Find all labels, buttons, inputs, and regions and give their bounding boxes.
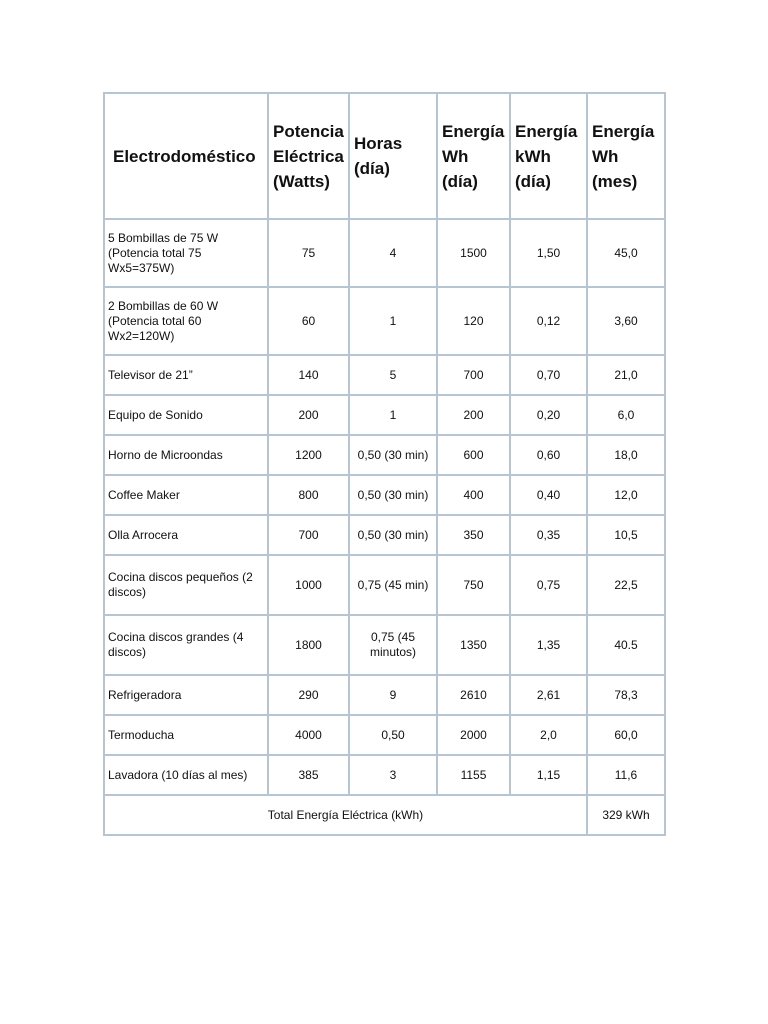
energy-kwh-day-cell: 0,75 <box>510 555 587 615</box>
table-row <box>104 287 665 355</box>
total-label: Total Energía Eléctrica (kWh) <box>104 795 587 835</box>
header-power: Potencia Eléctrica (Watts) <box>268 93 349 219</box>
total-row <box>104 795 665 835</box>
power-cell: 290 <box>268 675 349 715</box>
appliance-cell: Lavadora (10 días al mes) <box>104 755 268 795</box>
energy-wh-month-cell: 3,60 <box>587 287 665 355</box>
hours-cell: 0,50 (30 min) <box>349 435 437 475</box>
energy-wh-month-cell: 45,0 <box>587 219 665 287</box>
energy-wh-day-cell: 200 <box>437 395 510 435</box>
hours-cell: 0,50 (30 min) <box>349 475 437 515</box>
energy-wh-month-cell: 21,0 <box>587 355 665 395</box>
energy-wh-day-cell: 400 <box>437 475 510 515</box>
table-row <box>104 755 665 795</box>
energy-wh-month-cell: 60,0 <box>587 715 665 755</box>
energy-kwh-day-cell: 0,60 <box>510 435 587 475</box>
header-hours: Horas (día) <box>349 93 437 219</box>
power-cell: 700 <box>268 515 349 555</box>
table-row <box>104 555 665 615</box>
table-row <box>104 395 665 435</box>
hours-cell: 3 <box>349 755 437 795</box>
header-energy-wh-month: Energía Wh (mes) <box>587 93 665 219</box>
energy-kwh-day-cell: 1,15 <box>510 755 587 795</box>
appliance-cell: Termoducha <box>104 715 268 755</box>
hours-cell: 0,50 (30 min) <box>349 515 437 555</box>
energy-wh-month-cell: 11,6 <box>587 755 665 795</box>
appliance-cell: Olla Arrocera <box>104 515 268 555</box>
appliance-cell: Coffee Maker <box>104 475 268 515</box>
energy-kwh-day-cell: 1,50 <box>510 219 587 287</box>
energy-wh-day-cell: 1500 <box>437 219 510 287</box>
power-cell: 1000 <box>268 555 349 615</box>
hours-cell: 0,75 (45 min) <box>349 555 437 615</box>
appliance-cell: Equipo de Sonido <box>104 395 268 435</box>
energy-kwh-day-cell: 1,35 <box>510 615 587 675</box>
energy-wh-month-cell: 10,5 <box>587 515 665 555</box>
hours-cell: 1 <box>349 287 437 355</box>
header-energy-kwh-day: Energía kWh (día) <box>510 93 587 219</box>
power-cell: 4000 <box>268 715 349 755</box>
energy-wh-day-cell: 1350 <box>437 615 510 675</box>
power-cell: 800 <box>268 475 349 515</box>
power-cell: 1800 <box>268 615 349 675</box>
appliance-cell: Cocina discos grandes (4 discos) <box>104 615 268 675</box>
energy-wh-month-cell: 78,3 <box>587 675 665 715</box>
energy-kwh-day-cell: 2,0 <box>510 715 587 755</box>
appliance-cell: 2 Bombillas de 60 W (Potencia total 60 Wx2=120W) <box>104 287 268 355</box>
appliance-cell: Horno de Microondas <box>104 435 268 475</box>
appliance-cell: Refrigeradora <box>104 675 268 715</box>
hours-cell: 9 <box>349 675 437 715</box>
header-appliance: Electrodoméstico <box>104 93 268 219</box>
hours-cell: 0,75 (45 minutos) <box>349 615 437 675</box>
table-row <box>104 615 665 675</box>
table-row <box>104 515 665 555</box>
appliance-cell: Televisor de 21” <box>104 355 268 395</box>
energy-wh-month-cell: 18,0 <box>587 435 665 475</box>
energy-wh-day-cell: 120 <box>437 287 510 355</box>
hours-cell: 4 <box>349 219 437 287</box>
energy-wh-day-cell: 2610 <box>437 675 510 715</box>
appliance-cell: 5 Bombillas de 75 W (Potencia total 75 Wx5=375W) <box>104 219 268 287</box>
energy-wh-day-cell: 600 <box>437 435 510 475</box>
energy-kwh-day-cell: 0,70 <box>510 355 587 395</box>
energy-wh-day-cell: 700 <box>437 355 510 395</box>
power-cell: 385 <box>268 755 349 795</box>
energy-wh-month-cell: 40.5 <box>587 615 665 675</box>
energy-wh-day-cell: 2000 <box>437 715 510 755</box>
energy-wh-month-cell: 12,0 <box>587 475 665 515</box>
hours-cell: 0,50 <box>349 715 437 755</box>
energy-kwh-day-cell: 0,20 <box>510 395 587 435</box>
energy-wh-day-cell: 750 <box>437 555 510 615</box>
energy-kwh-day-cell: 0,35 <box>510 515 587 555</box>
power-cell: 60 <box>268 287 349 355</box>
power-cell: 75 <box>268 219 349 287</box>
power-cell: 140 <box>268 355 349 395</box>
energy-wh-day-cell: 350 <box>437 515 510 555</box>
table-row <box>104 475 665 515</box>
energy-consumption-table <box>103 92 666 836</box>
header-row <box>104 93 665 219</box>
energy-kwh-day-cell: 0,12 <box>510 287 587 355</box>
header-energy-wh-day: Energía Wh (día) <box>437 93 510 219</box>
power-cell: 1200 <box>268 435 349 475</box>
hours-cell: 1 <box>349 395 437 435</box>
appliance-cell: Cocina discos pequeños (2 discos) <box>104 555 268 615</box>
energy-wh-month-cell: 6,0 <box>587 395 665 435</box>
power-cell: 200 <box>268 395 349 435</box>
energy-wh-day-cell: 1155 <box>437 755 510 795</box>
table-row <box>104 435 665 475</box>
energy-kwh-day-cell: 0,40 <box>510 475 587 515</box>
table-row <box>104 219 665 287</box>
hours-cell: 5 <box>349 355 437 395</box>
energy-wh-month-cell: 22,5 <box>587 555 665 615</box>
table-row <box>104 355 665 395</box>
table-row <box>104 675 665 715</box>
energy-kwh-day-cell: 2,61 <box>510 675 587 715</box>
table-row <box>104 715 665 755</box>
total-value: 329 kWh <box>587 795 665 835</box>
